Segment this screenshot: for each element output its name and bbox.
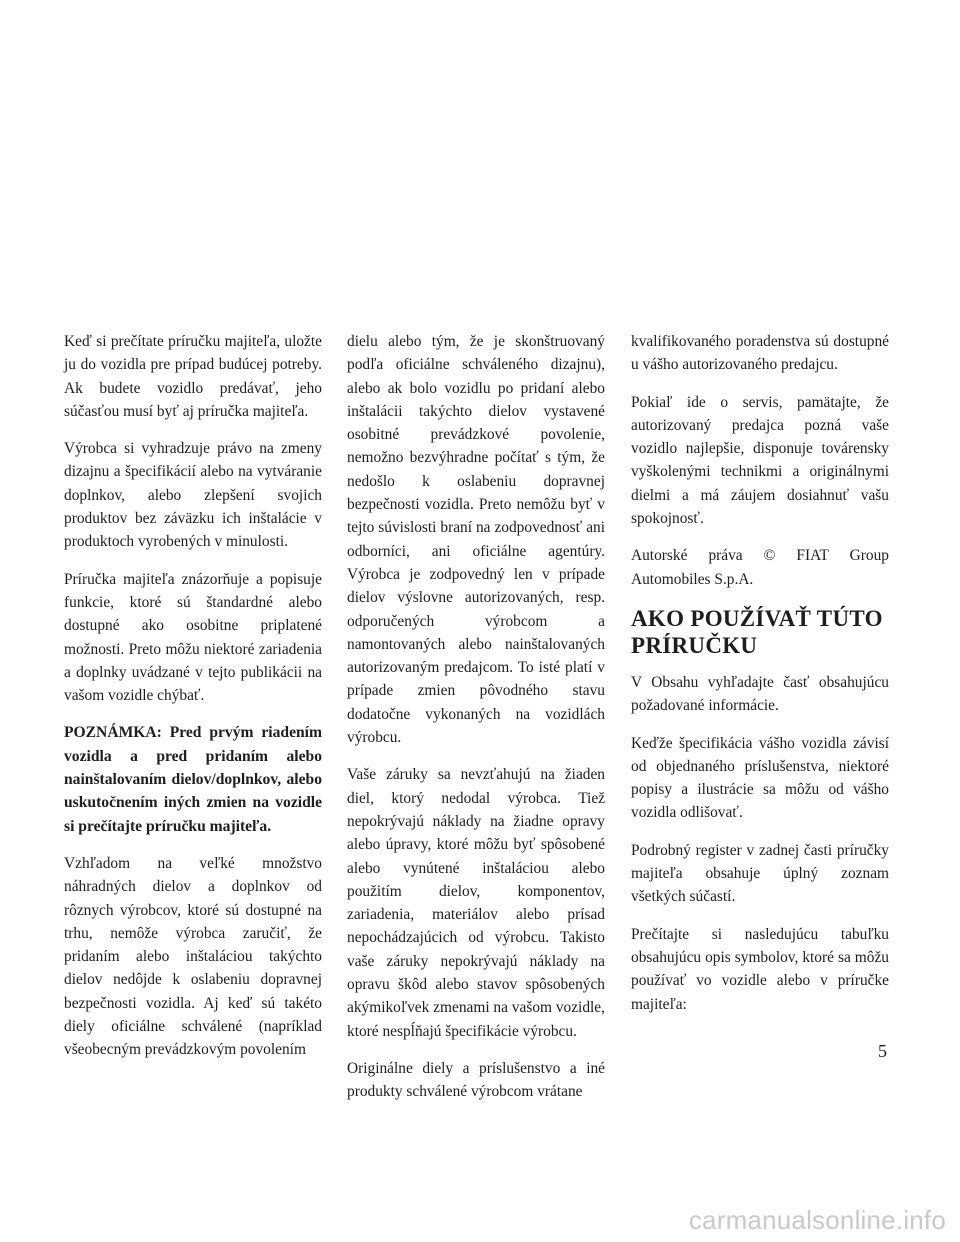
paragraph-symbol-table-intro: Prečítajte si nasledujúcu tabuľku obsahujúcu opis symbolov, ktoré sa môžu používať vo vozidle alebo v príručke majiteľa: <box>631 925 889 1013</box>
paragraph-warranty-exclusions: Vaše záruky sa nevzťahujú na žiaden diel, ktorý nedodal výrobca. Tiež nepokrývajú náklady na žiadne opravy alebo úpravy, ktoré môžu byť spôsobené alebo vynútené inštaláciou alebo použitím dielov, komponentov, zariadenia, materiálov alebo prísad nepochádzajúcich od výrobcu. Takisto vaše záruky nepokrývajú náklady na opravu škôd alebo stavov spôsobených akýmikoľvek zmenami na vašom vozidle, ktoré nespĺňajú špecifikácie výrobcu. <box>347 766 605 1040</box>
paragraph-dealer-advice: kvalifikovaného poradenstva sú dostupné u vášho autorizovaného predajcu. <box>631 333 889 374</box>
paragraph-service: Pokiaľ ide o servis, pamätajte, že autorizovaný predajca pozná vaše vozidlo najlepšie, disponuje továrensky vyškolenými technikmi a originálnymi dielmi a má záujem dosiahnuť vašu spokojnosť. <box>631 393 889 528</box>
text-column-left <box>64 330 322 1062</box>
paragraph-contents-usage: V Obsahu vyhľadajte časť obsahujúcu požadované informácie. <box>631 673 889 715</box>
paragraph-index: Podrobný register v zadnej časti príručky majiteľa obsahuje úplný zoznam všetkých súčastí. <box>631 841 889 906</box>
paragraph-manufacturer-rights: Výrobca si vyhradzuje právo na zmeny dizajnu a špecifikácií alebo na vytváranie doplnkov, alebo zlepšení svojich produktov bez záväzku ich inštalácie v produktoch vyrobených v minulosti. <box>64 440 322 551</box>
note-read-manual: POZNÁMKA: Pred prvým riadením vozidla a pred pridaním alebo nainštalovaním dielov/doplnkov, alebo uskutočnením iných zmien na vozidle si prečítajte príručku majiteľa. <box>64 724 322 835</box>
paragraph-copyright: Autorské práva © FIAT Group Automobiles S.p.A. <box>631 547 889 588</box>
watermark-text: carmanualsonline.info <box>688 1205 946 1235</box>
paragraph-original-parts: Originálne diely a príslušenstvo a iné produkty schválené výrobcom vrátane <box>347 1059 605 1101</box>
text-column-middle <box>347 330 605 1104</box>
text-column-right <box>631 330 889 1016</box>
section-heading: AKO POUŽÍVAŤ TÚTO PRÍRUČKU <box>631 605 883 658</box>
paragraph-storage-advice: Keď si prečítate príručku majiteľa, uložte ju do vozidla pre prípad budúcej potreby. Ak budete vozidlo predávať, jeho súčasťou musí byť aj príručka majiteľa. <box>64 333 322 420</box>
paragraph-specification-variance: Keďže špecifikácia vášho vozidla závisí od objednaného príslušenstva, niektoré popisy a ilustrácie sa môžu od vášho vozidla odlišovať. <box>631 734 889 822</box>
paragraph-features-description: Príručka majiteľa znázorňuje a popisuje funkcie, ktoré sú štandardné alebo dostupné ako osobitne priplatené možnosti. Preto môžu niektoré zariadenia a doplnky uvádzané v tejto publikácii na vašom vozidle chýbať. <box>64 570 322 705</box>
page-number: 5 <box>878 1041 887 1061</box>
paragraph-parts-approval: dielu alebo tým, že je skonštruovaný podľa oficiálne schváleného dizajnu), alebo ak bolo vozidlu po pridaní alebo inštalácii takýchto dielov vystavené osobitné prevádzkové povolenie, nemožno bezvýhradne počítať s tým, že nedošlo k oslabeniu dopravnej bezpečnosti vozidla. Preto nemôžu byť v tejto súvislosti braní na zodpovednosť ani odborníci, ani oficiálne agentúry. Výrobca je zodpovedný len v prípade dielov výslovne autorizovaných, resp. odporučených výrobcom a namontovaných alebo nainštalovaných autorizovaným predajcom. To isté platí v prípade zmien pôvodného stavu dodatočne vykonaných na vozidlách výrobcu. <box>347 333 605 747</box>
paragraph-aftermarket-parts: Vzhľadom na veľké množstvo náhradných dielov a doplnkov od rôznych výrobcov, ktoré sú dostupné na trhu, nemôže výrobca zaručiť, že pridaním alebo inštaláciou takýchto dielov nedôjde k oslabeniu dopravnej bezpečnosti vozidla. Aj keď sú takéto diely oficiálne schválené (napríklad všeobecným prevádzkovým povolením <box>64 854 322 1059</box>
